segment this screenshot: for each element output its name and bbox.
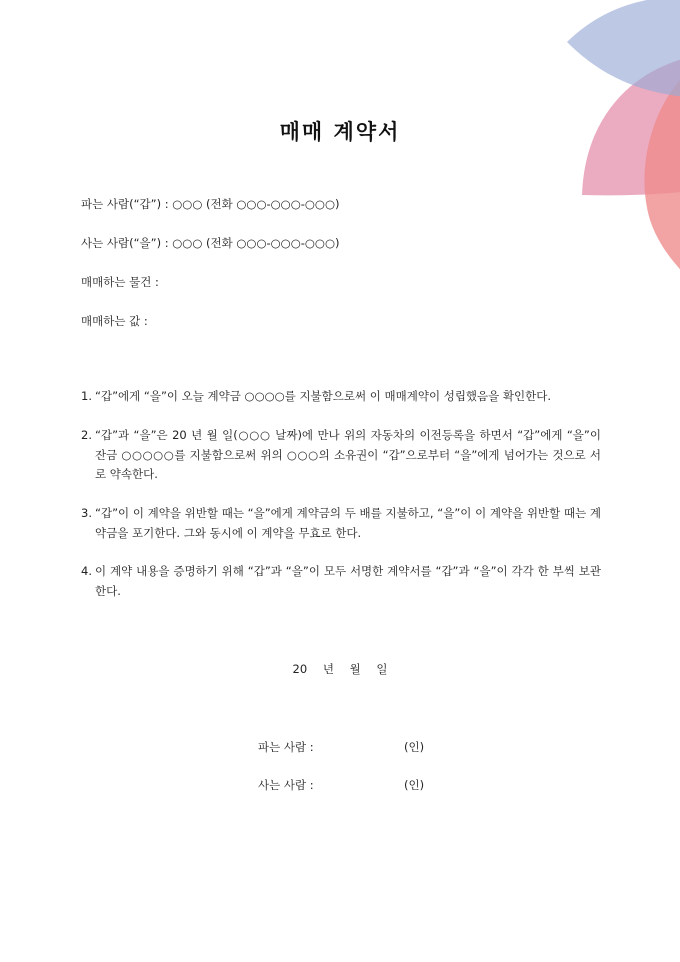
clause-number: 1. [81,389,92,403]
price-line: 매매하는 값 : [81,314,148,328]
clause-text: “갑”에게 “을”이 오늘 계약금 ○○○○를 지불함으로써 이 매매계약이 성립했음을 확인한다. [95,389,552,403]
clause-3 [81,504,601,543]
buyer-signature-label: 사는 사람 : [258,778,314,792]
item-line: 매매하는 물건 : [81,275,159,289]
blue-petal [567,0,680,98]
clause-1 [81,387,601,407]
contract-date: 20 년 월 일 [292,662,388,676]
clause-text: “갑”이 이 계약을 위반할 때는 “을”에게 계약금의 두 배를 지불하고, “을”이 이 계약을 위반할 때는 계약금을 포기한다. 그와 동시에 이 계약을 무효로 한다. [95,506,601,540]
clause-4 [81,562,601,601]
document-title: 매매 계약서 [279,120,401,144]
clause-text: 이 계약 내용을 증명하기 위해 “갑”과 “을”이 모두 서명한 계약서를 “갑”과 “을”이 각각 한 부씩 보관한다. [95,564,601,598]
buyer-line: 사는 사람(“을”) : ○○○ (전화 ○○○-○○○-○○○) [81,236,340,250]
clause-text: “갑”과 “을”은 20 년 월 일(○○○ 날짜)에 만나 위의 자동차의 이전등록을 하면서 “갑”에게 “을”이 잔금 ○○○○○를 지불함으로써 위의 ○○○의 소유권이 “갑”으로부터 “을”에게 넘어가는 것으로 서로 약속한다. [95,428,601,481]
seller-signature-line [258,739,425,755]
seller-signature-label: 파는 사람 : [258,740,314,754]
clause-number: 2. [81,428,92,442]
buyer-signature-line [258,777,425,793]
red-petal [644,60,680,290]
seller-line: 파는 사람(“갑”) : ○○○ (전화 ○○○-○○○-○○○) [81,197,340,211]
seller-seal: (인) [404,740,425,754]
buyer-seal: (인) [404,778,425,792]
clause-2 [81,426,601,485]
clause-number: 4. [81,564,92,578]
clause-number: 3. [81,506,92,520]
